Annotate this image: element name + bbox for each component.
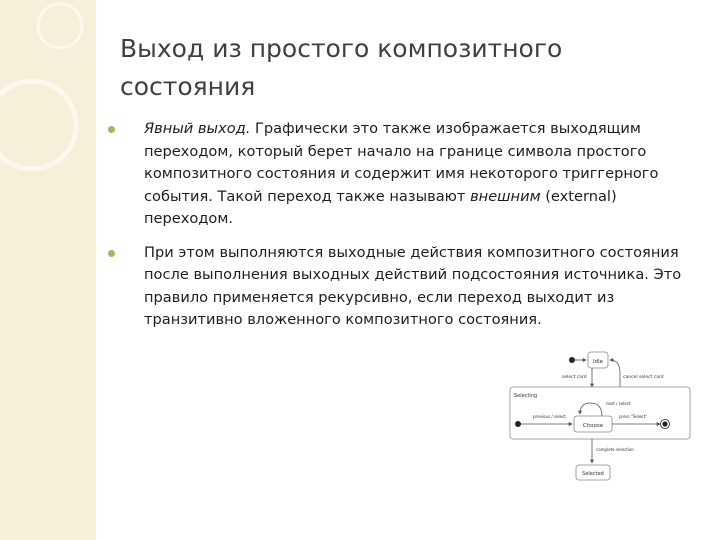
bullet-item-exit-actions bbox=[104, 242, 704, 332]
label-previous: previous / select bbox=[533, 414, 566, 419]
state-diagram bbox=[500, 345, 700, 485]
slide-title-line2: состояния bbox=[120, 72, 256, 101]
bullet-list bbox=[104, 118, 704, 343]
label-next: next / select bbox=[606, 401, 631, 406]
state-selected-label: Selected bbox=[582, 471, 604, 477]
bullet-item-explicit-exit bbox=[104, 118, 704, 231]
initial-state-dot bbox=[569, 357, 575, 363]
bullet-dot-icon bbox=[108, 250, 115, 257]
label-complete: complete selection bbox=[596, 447, 634, 452]
transition-cancel-select bbox=[610, 360, 620, 387]
bullet-italic-word: внешним bbox=[470, 187, 541, 205]
slide-title-line1: Выход из простого композитного bbox=[120, 34, 563, 63]
state-idle-label: Idle bbox=[592, 359, 604, 365]
inner-initial-dot bbox=[515, 421, 521, 427]
slide-title bbox=[120, 30, 640, 106]
bullet-text-part2: (external) переходом. bbox=[144, 187, 617, 227]
band-divider bbox=[96, 0, 100, 540]
bullet-text bbox=[144, 120, 658, 227]
label-cancel-select: cancel select card bbox=[623, 375, 664, 380]
decorative-circles bbox=[0, 0, 100, 200]
composite-state-label: Selecting bbox=[514, 393, 538, 399]
label-press-select: press "Select" bbox=[619, 414, 648, 419]
bullet-text-part1: Графически это также изображается выходящим переходом, который берет начало на границе символа простого композитного состояния и содержит имя некоторого триггерного события. Такой переход также называют bbox=[144, 120, 659, 205]
bullet-lead-italic: Явный выход. bbox=[144, 120, 251, 137]
label-select-card: select card bbox=[562, 375, 587, 380]
final-state-inner bbox=[662, 421, 667, 426]
state-choose-label: Choose bbox=[582, 423, 604, 429]
bullet-text: При этом выполняются выходные действия композитного состояния после выполнения выходных действий подсостояния источника. Это правило применяется рекурсивно, если переход выходит из транзитивно вложенного композитного состояния. bbox=[144, 243, 682, 328]
bullet-dot-icon bbox=[108, 126, 115, 133]
